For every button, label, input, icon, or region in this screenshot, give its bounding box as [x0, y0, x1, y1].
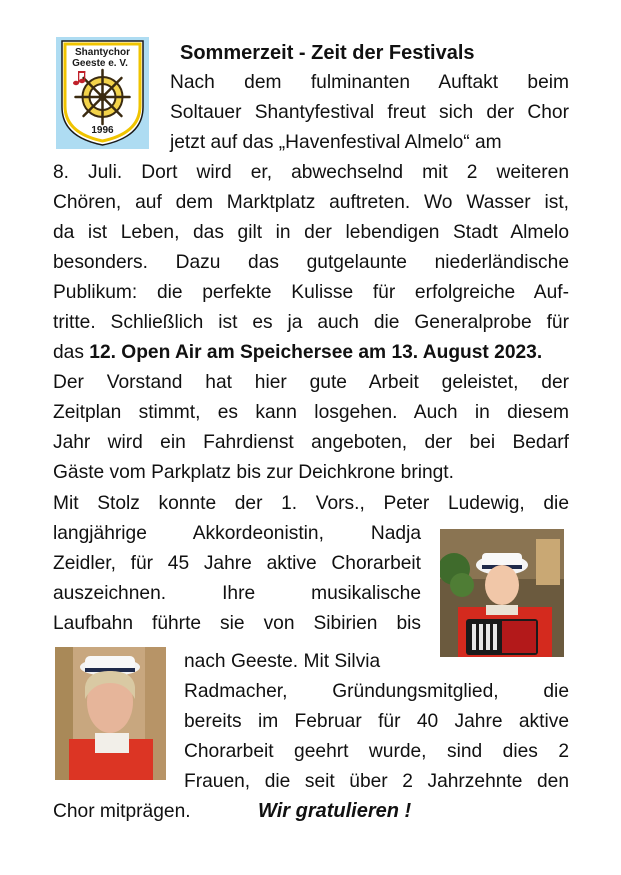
text-line: bereits im Februar für 40 Jahre aktive: [184, 711, 569, 732]
text-line: Zeitplan stimmt, es kann losgehen. Auch in diesem: [53, 402, 569, 423]
logo-text-mid: Geeste e. V.: [72, 58, 128, 69]
choir-logo: [56, 37, 149, 149]
text-line: Soltauer Shantyfestival freut sich der Chor: [170, 102, 569, 123]
text-line: Chor mitprägen.: [53, 801, 191, 822]
text-line: Zeidler, für 45 Jahre aktive Chorarbeit: [53, 553, 421, 574]
logo-year: 1996: [91, 125, 114, 136]
text-line: Der Vorstand hat hier gute Arbeit geleistet, der: [53, 372, 569, 393]
article-title: Sommerzeit - Zeit der Festivals: [180, 42, 475, 64]
text-line: Radmacher, Gründungsmitglied, die: [184, 681, 569, 702]
text-line-event: [53, 338, 542, 368]
text-line: Publikum: die perfekte Kulisse für erfolgreiche Auf-: [53, 282, 569, 303]
text-line: nach Geeste. Mit Silvia: [184, 651, 381, 672]
text-line: Chorarbeit geehrt wurde, sind dies 2: [184, 741, 569, 762]
text-line: auszeichnen. Ihre musikalische: [53, 583, 421, 604]
text-line: Jahr wird ein Fahrdienst angeboten, der bei Bedarf: [53, 432, 569, 453]
text-line: Mit Stolz konnte der 1. Vors., Peter Ludewig, die: [53, 493, 569, 514]
text-line: 8. Juli. Dort wird er, abwechselnd mit 2 weiteren: [53, 162, 569, 183]
event-highlight: 12. Open Air am Speichersee am 13. August 2023.: [89, 342, 543, 363]
text-line: Laufbahn führte sie von Sibirien bis: [53, 613, 421, 634]
photo-accordionist: [440, 529, 564, 657]
closing-congratulation: Wir gratulieren !: [258, 800, 412, 822]
text-line: langjährige Akkordeonistin, Nadja: [53, 523, 421, 544]
text-line: Nach dem fulminanten Auftakt beim: [170, 72, 569, 93]
text-line: da ist Leben, das gilt in der lebendigen Stadt Almelo: [53, 222, 569, 243]
text-line: Chören, auf dem Marktplatz auftreten. Wo Wasser ist,: [53, 192, 569, 213]
text-line: besonders. Dazu das gutgelaunte niederländische: [53, 252, 569, 273]
text-line: Frauen, die seit über 2 Jahrzehnte den: [184, 771, 569, 792]
text-line-prefix: das: [53, 342, 90, 363]
logo-text-top: Shantychor: [74, 47, 131, 58]
photo-portrait: [55, 647, 166, 780]
text-line: jetzt auf das „Havenfestival Almelo“ am: [170, 132, 502, 153]
text-line: tritte. Schließlich ist es ja auch die Generalprobe für: [53, 312, 569, 333]
ship-wheel-icon: [76, 70, 130, 124]
text-line: Gäste vom Parkplatz bis zur Deichkrone bringt.: [53, 462, 454, 483]
